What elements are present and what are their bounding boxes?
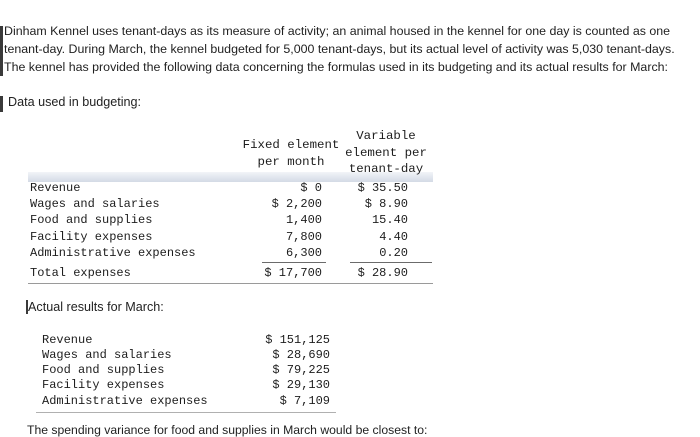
subtotal-rule <box>262 262 326 263</box>
variable-header-line: element per <box>345 145 427 160</box>
actual-row-label: Facility expenses <box>42 378 165 392</box>
variable-header-line: Variable <box>356 129 416 143</box>
fixed-column-header <box>236 137 346 170</box>
budget-row-label: Wages and salaries <box>30 197 160 211</box>
fixed-header-line: per month <box>257 154 325 169</box>
actual-bottom-rule <box>36 412 336 413</box>
fixed-header-line: Fixed element <box>242 138 340 152</box>
budget-fixed-value: $ 2,200 <box>271 197 322 211</box>
budget-variable-value: 15.40 <box>371 213 408 227</box>
actual-row-label: Revenue <box>42 333 93 347</box>
table-bottom-rule <box>28 283 433 284</box>
actual-value: $ 28,690 <box>272 348 330 362</box>
budget-row-label: Revenue <box>30 181 81 195</box>
crop-edge-mark <box>0 26 3 76</box>
variable-column-header <box>342 128 430 178</box>
actual-value: $ 7,109 <box>279 394 330 408</box>
actual-value: $ 79,225 <box>272 363 330 377</box>
budget-fixed-value: 7,800 <box>285 230 322 244</box>
budget-variable-value: 0.20 <box>379 246 408 260</box>
budget-row-label: Facility expenses <box>30 230 153 244</box>
budget-fixed-total: $ 17,700 <box>264 266 322 280</box>
budget-variable-total: $ 28.90 <box>357 266 408 280</box>
budget-row-label: Food and supplies <box>30 213 153 227</box>
actual-row-label: Administrative expenses <box>42 394 208 408</box>
crop-edge-mark <box>26 300 28 314</box>
actual-value: $ 29,130 <box>272 378 330 392</box>
budget-total-label: Total expenses <box>30 266 131 280</box>
budget-row-label: Administrative expenses <box>30 246 196 260</box>
crop-edge-mark <box>0 96 3 112</box>
actual-row-label: Food and supplies <box>42 363 165 377</box>
question-prompt: The spending variance for food and supplies in March would be closest to: <box>27 423 428 437</box>
budget-fixed-value: 1,400 <box>285 213 322 227</box>
budget-variable-value: $ 8.90 <box>364 197 408 211</box>
actual-heading: Actual results for March: <box>28 300 164 314</box>
actual-value: $ 151,125 <box>265 333 330 347</box>
budget-heading: Data used in budgeting: <box>8 95 142 109</box>
problem-intro: Dinham Kennel uses tenant-days as its measure of activity; an animal housed in the kennel for one day is counted as one tenant-day. During March, the kennel budgeted for 5,000 tenant-days, but its actual level of activity was 5,030 tenant-days. The kennel has provided the following data concerning the formulas used in its budgeting and its actual results for March: <box>4 24 675 74</box>
budget-variable-value: 4.40 <box>379 230 408 244</box>
budget-variable-value: $ 35.50 <box>357 181 408 195</box>
subtotal-rule <box>350 262 432 263</box>
budget-fixed-value: 6,300 <box>285 246 322 260</box>
budget-fixed-value: $ 0 <box>300 181 322 195</box>
actual-row-label: Wages and salaries <box>42 348 172 362</box>
variable-header-line: tenant-day <box>348 162 424 176</box>
